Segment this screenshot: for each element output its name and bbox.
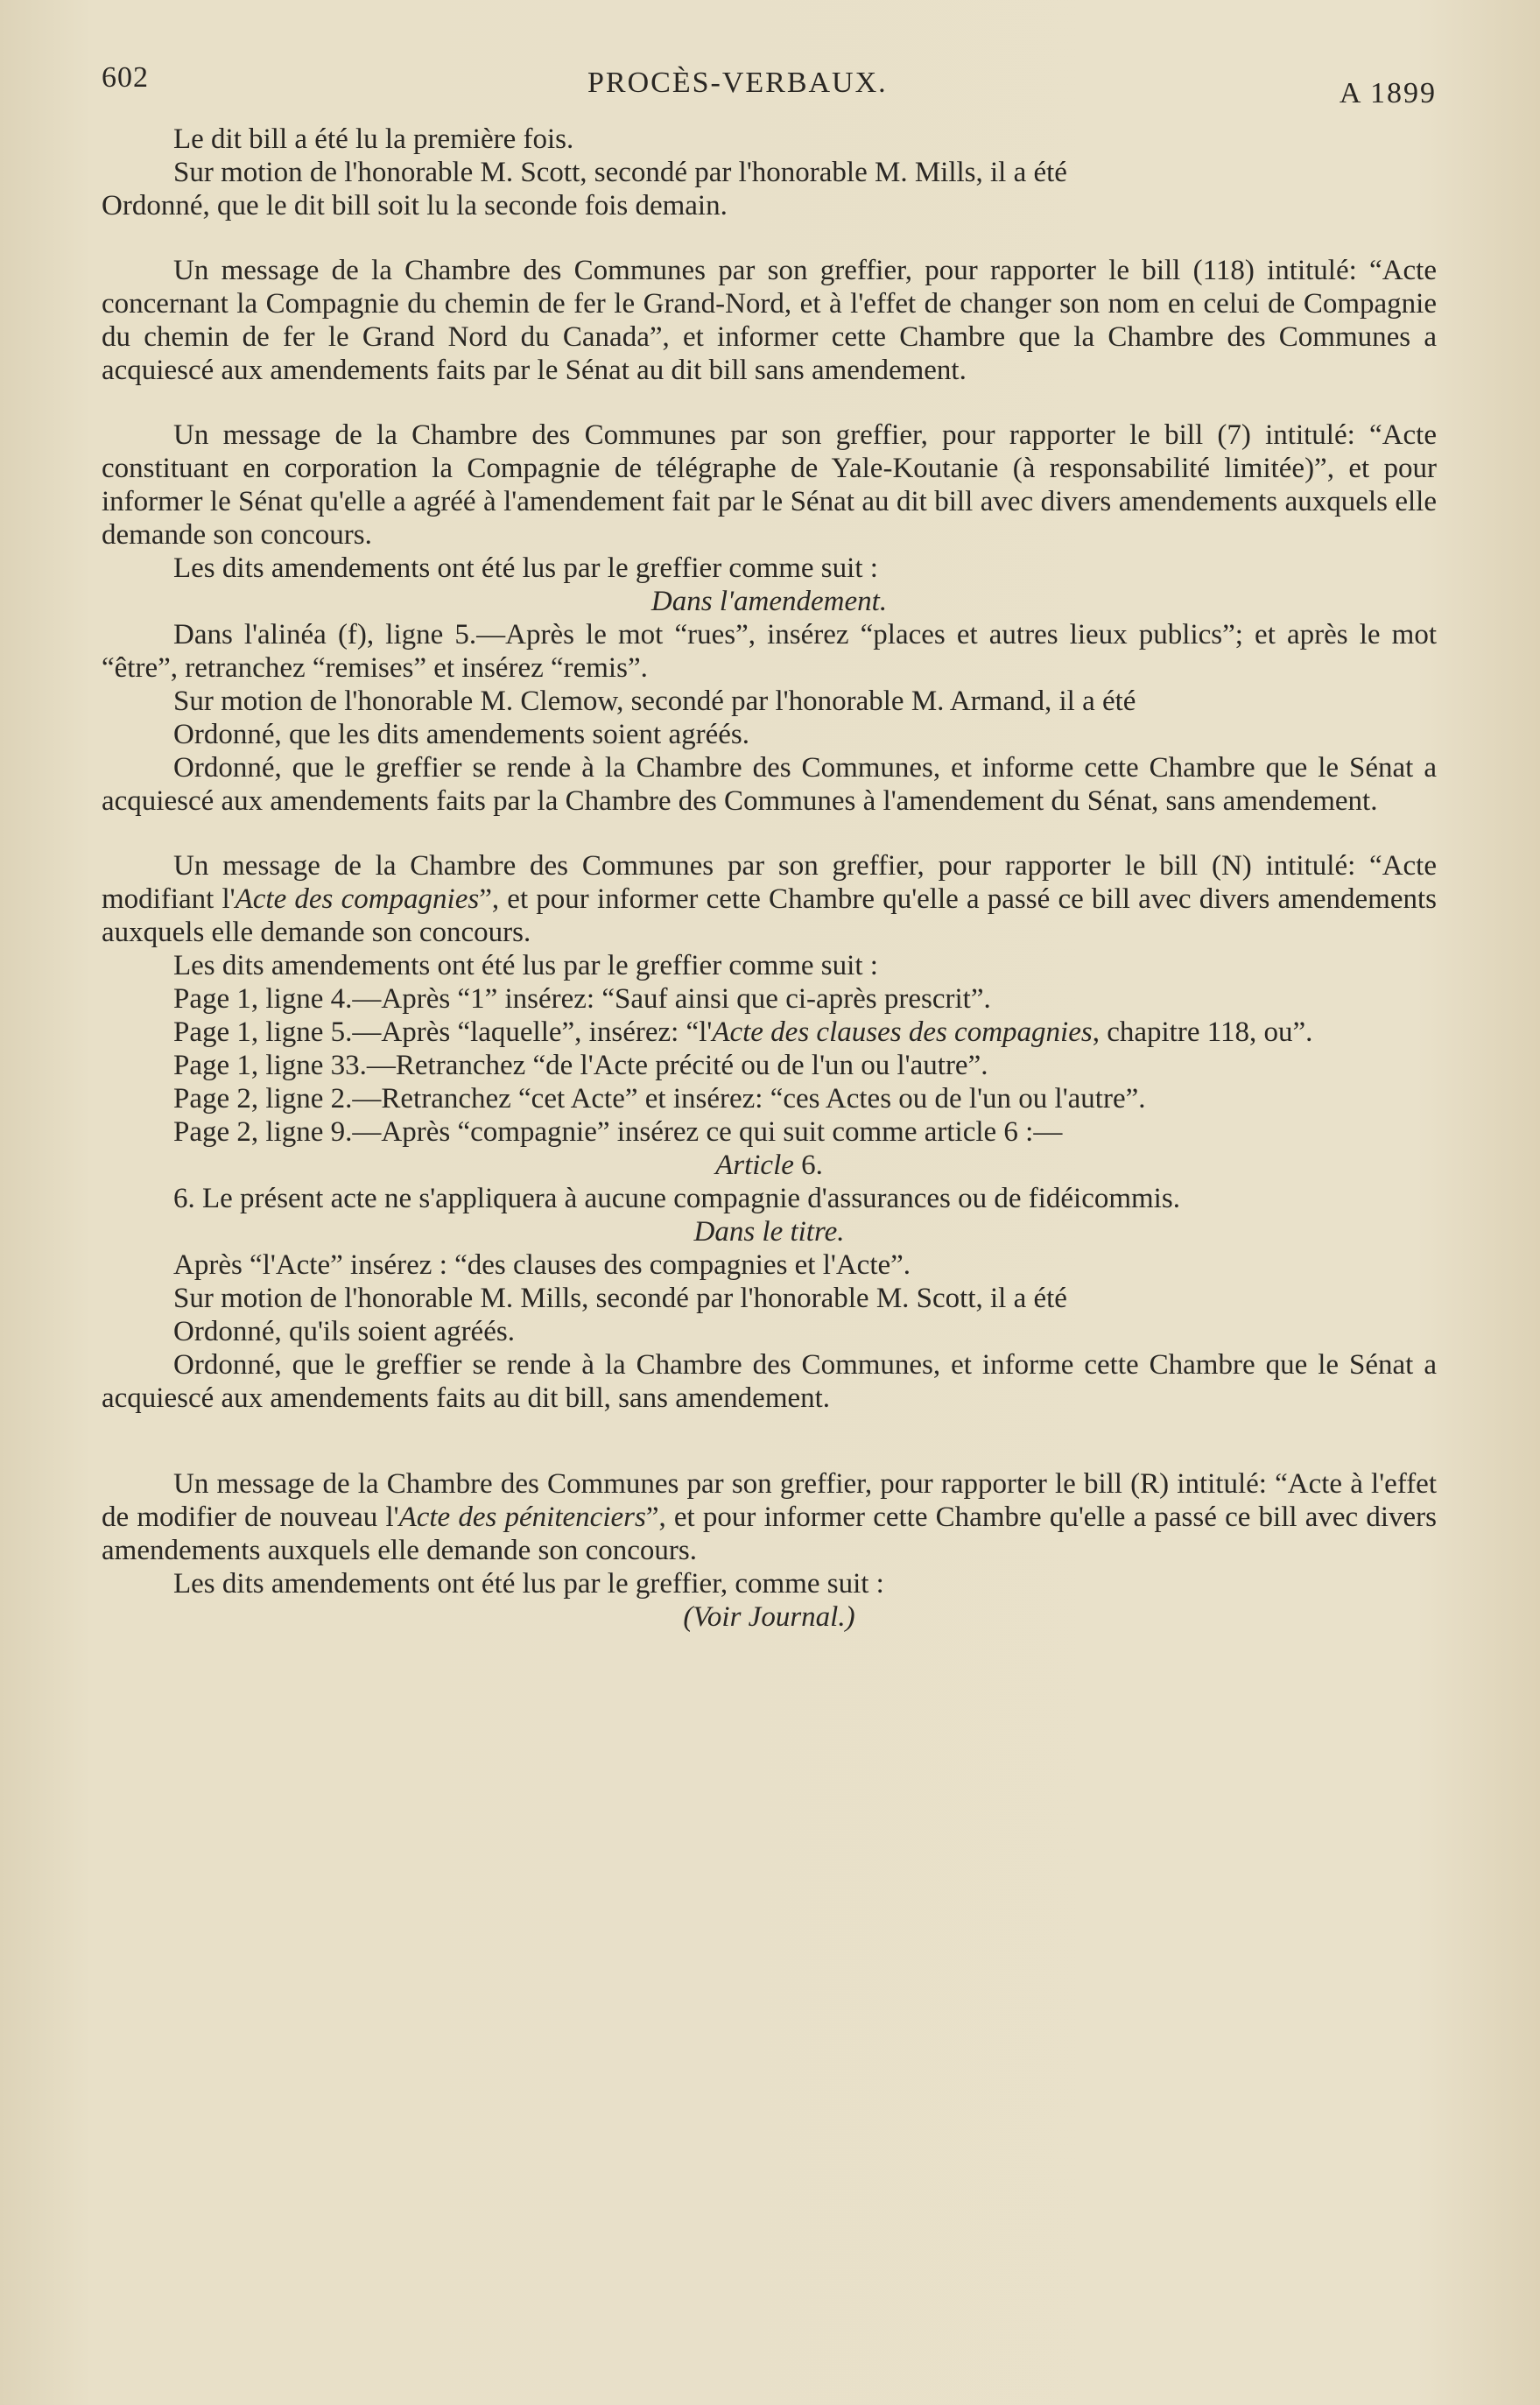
paragraph: Un message de la Chambre des Communes par son greffier, pour rapporter le bill (7) intitulé: “Acte constituant en corporation la Compagnie de télégraphe de Yale-Koutanie (à responsabilité limitée)”, et pour informer le Sénat qu'elle a agréé à l'amendement fait par le Sénat au dit bill avec divers amendements auxquels elle demande son concours. <box>102 419 1437 551</box>
page-number: 602 <box>102 61 149 94</box>
paragraph: Sur motion de l'honorable M. Scott, secondé par l'honorable M. Mills, il a été <box>173 157 1067 188</box>
paragraph: Un message de la Chambre des Communes par son greffier, pour rapporter le bill (118) intitulé: “Acte concernant la Compagnie du chemin de fer le Grand-Nord, et à l'effet de changer son nom en celui de Compagnie du chemin de fer le Grand Nord du Canada”, et informer cette Chambre que la Chambre des Communes a acquiescé aux amendements faits par le Sénat au dit bill sans amendement. <box>102 255 1437 386</box>
section-heading: Dans l'amendement. <box>650 586 888 617</box>
paragraph: Les dits amendements ont été lus par le greffier comme suit : <box>173 950 878 981</box>
text-run: Un message de la Chambre des Communes par son greffier, pour rapporter le bill (R) intitulé: “Acte à l'effet de modifier de nouveau l' <box>102 1468 1437 1533</box>
session-year: A 1899 <box>1339 77 1437 109</box>
italic-text: Article <box>715 1150 794 1181</box>
page-title: PROCÈS-VERBAUX. <box>587 67 888 99</box>
section-heading: (Voir Journal.) <box>683 1601 855 1633</box>
paragraph: Dans l'alinéa (f), ligne 5.—Après le mot “rues”, insérez “places et autres lieux publics”; et après le mot “être”, retranchez “remises” et insérez “remis”. <box>102 619 1437 684</box>
paragraph: Sur motion de l'honorable M. Clemow, secondé par l'honorable M. Armand, il a été <box>173 686 1136 717</box>
paragraph: Page 2, ligne 2.—Retranchez “cet Acte” et insérez: “ces Actes ou de l'un ou l'autre”. <box>173 1083 1146 1115</box>
section-heading <box>102 1149 1437 1182</box>
italic-text: Acte des clauses des compagnies <box>712 1016 1093 1048</box>
section-heading: Dans le titre. <box>693 1216 845 1248</box>
paragraph: Les dits amendements ont été lus par le greffier comme suit : <box>173 552 878 584</box>
paragraph: Sur motion de l'honorable M. Mills, secondé par l'honorable M. Scott, il a été <box>173 1283 1067 1314</box>
paragraph: Le dit bill a été lu la première fois. <box>173 123 574 155</box>
paragraph <box>102 1016 1437 1049</box>
document-body <box>102 123 1437 1634</box>
paragraph <box>102 1467 1437 1567</box>
paragraph: Après “l'Acte” insérez : “des clauses des compagnies et l'Acte”. <box>173 1249 911 1281</box>
paragraph: Page 2, ligne 9.—Après “compagnie” insérez ce qui suit comme article 6 :— <box>173 1116 1063 1148</box>
paragraph: 6. Le présent acte ne s'appliquera à aucune compagnie d'assurances ou de fidéicommis. <box>173 1183 1180 1214</box>
italic-text: Acte des pénitenciers <box>398 1501 646 1533</box>
italic-text: Acte des compagnies <box>235 883 480 915</box>
paragraph: Page 1, ligne 33.—Retranchez “de l'Acte précité ou de l'un ou l'autre”. <box>173 1050 988 1081</box>
paragraph: Ordonné, que le dit bill soit lu la seconde fois demain. <box>102 190 728 222</box>
paragraph: Ordonné, que le greffier se rende à la Chambre des Communes, et informe cette Chambre que le Sénat a acquiescé aux amendements faits au dit bill, sans amendement. <box>102 1349 1437 1414</box>
text-run: ”, et pour informer cette Chambre qu'elle a passé ce bill avec divers amendements auxquels elle demande son concours. <box>102 883 1437 948</box>
paragraph: Ordonné, qu'ils soient agréés. <box>173 1316 515 1347</box>
paragraph: Les dits amendements ont été lus par le greffier, comme suit : <box>173 1568 884 1600</box>
paragraph: Ordonné, que le greffier se rende à la Chambre des Communes, et informe cette Chambre que le Sénat a acquiescé aux amendements faits par la Chambre des Communes à l'amendement du Sénat, sans amendement. <box>102 752 1437 817</box>
running-head <box>102 61 1437 123</box>
text-run: Un message de la Chambre des Communes par son greffier, pour rapporter le bill (N) intitulé: “Acte modifiant l' <box>102 850 1437 915</box>
paragraph: Page 1, ligne 4.—Après “1” insérez: “Sauf ainsi que ci-après prescrit”. <box>173 983 991 1015</box>
article-number: 6. <box>801 1150 823 1181</box>
paragraph <box>102 849 1437 949</box>
paragraph: Ordonné, que les dits amendements soient agréés. <box>173 719 749 750</box>
text-run: , chapitre 118, ou”. <box>1092 1016 1313 1048</box>
text-run: ”, et pour informer cette Chambre qu'elle a passé ce bill avec divers amendements auxquels elle demande son concours. <box>102 1501 1437 1566</box>
text-run: Page 1, ligne 5.—Après “laquelle”, insérez: “l' <box>173 1016 713 1048</box>
